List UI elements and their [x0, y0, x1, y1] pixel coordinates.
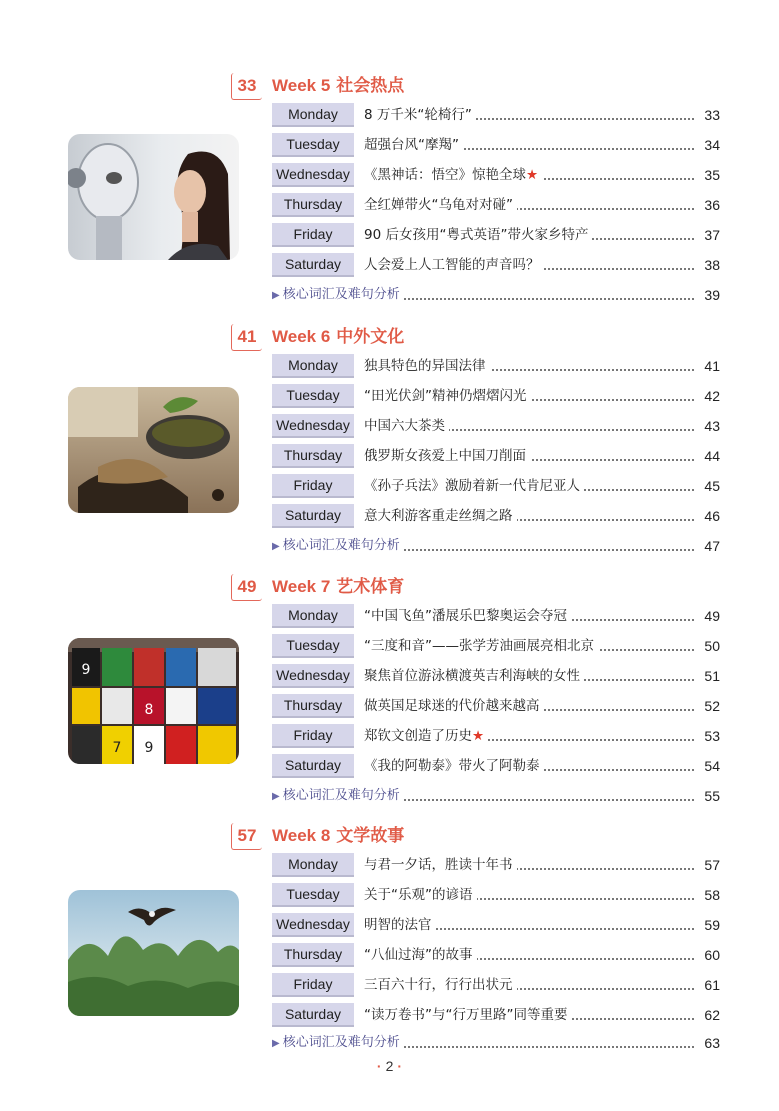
day-label: Friday: [272, 724, 354, 748]
page-number: 42: [704, 388, 720, 404]
article-title: 《孙子兵法》激励着新一代肯尼亚人: [364, 474, 584, 498]
day-label: Tuesday: [272, 883, 354, 907]
analysis-row[interactable]: [272, 1031, 720, 1055]
tea-leaves-photo: [68, 387, 239, 513]
week-start-page-badge: 49: [231, 574, 262, 601]
day-label: Wednesday: [272, 414, 354, 438]
week-heading: [272, 823, 404, 849]
day-row[interactable]: [272, 384, 720, 408]
article-title: “中国飞鱼”潘展乐巴黎奥运会夺冠: [364, 604, 571, 628]
article-title: “八仙过海”的故事: [364, 943, 477, 967]
day-label: Tuesday: [272, 384, 354, 408]
week-heading: [272, 324, 404, 350]
day-row[interactable]: [272, 133, 720, 157]
day-label: Tuesday: [272, 634, 354, 658]
dot-icon: ·: [376, 1058, 382, 1074]
week-section: [0, 823, 779, 1063]
page-number: 60: [704, 947, 720, 963]
article-title: 三百六十行，行行出状元: [364, 973, 517, 997]
page-number: 61: [704, 977, 720, 993]
page-number: 36: [704, 197, 720, 213]
svg-text:9: 9: [144, 740, 154, 756]
week-heading: [272, 73, 404, 99]
page-number: 47: [704, 538, 720, 554]
day-label: Wednesday: [272, 664, 354, 688]
day-row[interactable]: [272, 414, 720, 438]
page-number: 53: [704, 728, 720, 744]
article-title: 郑钦文创造了历史★: [364, 724, 488, 748]
day-label: Thursday: [272, 694, 354, 718]
day-label: Wednesday: [272, 913, 354, 937]
day-row[interactable]: [272, 883, 720, 907]
page-number: 39: [704, 287, 720, 303]
day-label: Saturday: [272, 754, 354, 778]
page-number: 43: [704, 418, 720, 434]
page-number: 41: [704, 358, 720, 374]
article-title: “三度和音”——张学芳油画展亮相北京: [364, 634, 598, 658]
page-number: 49: [704, 608, 720, 624]
article-title: 与君一夕话，胜读十年书: [364, 853, 517, 877]
eagle-over-mountains-photo: [68, 890, 239, 1016]
day-row[interactable]: [272, 1003, 720, 1027]
day-row[interactable]: [272, 103, 720, 127]
week-section: [0, 324, 779, 564]
day-row[interactable]: [272, 504, 720, 528]
day-label: Monday: [272, 604, 354, 628]
day-label: Friday: [272, 973, 354, 997]
day-row[interactable]: [272, 634, 720, 658]
analysis-row[interactable]: [272, 283, 720, 307]
article-title: 关于“乐观”的谚语: [364, 883, 477, 907]
article-title: 《黑神话：悟空》惊艳全球★: [364, 163, 542, 187]
page-number: 35: [704, 167, 720, 183]
page-footer: [0, 1058, 779, 1074]
article-title: 8 万千米“轮椅行”: [364, 103, 476, 127]
day-row[interactable]: [272, 163, 720, 187]
article-title: 《我的阿勒泰》带火了阿勒泰: [364, 754, 544, 778]
page-number: 50: [704, 638, 720, 654]
day-row[interactable]: [272, 223, 720, 247]
article-title: 独具特色的异国法律: [364, 354, 490, 378]
footer-page-number: 2: [385, 1058, 394, 1074]
robot-and-woman-photo: [68, 134, 239, 260]
day-row[interactable]: [272, 193, 720, 217]
svg-text:7: 7: [112, 740, 122, 756]
day-label: Monday: [272, 354, 354, 378]
svg-text:8: 8: [144, 702, 154, 718]
triangle-icon: ▶: [272, 1038, 280, 1049]
article-title: 超强台风“摩羯”: [364, 133, 463, 157]
article-title: 做英国足球迷的代价越来越高: [364, 694, 544, 718]
day-row[interactable]: [272, 604, 720, 628]
day-row[interactable]: [272, 444, 720, 468]
day-row[interactable]: [272, 664, 720, 688]
page-number: 62: [704, 1007, 720, 1023]
article-title: 中国六大茶类: [364, 414, 449, 438]
dot-icon: ·: [397, 1058, 403, 1074]
week-start-page-badge: 41: [231, 324, 262, 351]
day-label: Tuesday: [272, 133, 354, 157]
page-number: 38: [704, 257, 720, 273]
day-row[interactable]: [272, 354, 720, 378]
page-number: 45: [704, 478, 720, 494]
article-title: 全红婵带火“乌龟对对碰”: [364, 193, 517, 217]
day-row[interactable]: [272, 474, 720, 498]
week-label: Week 8: [272, 826, 331, 845]
day-row[interactable]: [272, 694, 720, 718]
day-label: Friday: [272, 223, 354, 247]
day-label: Monday: [272, 103, 354, 127]
article-title: 俄罗斯女孩爱上中国刀削面: [364, 444, 530, 468]
day-row[interactable]: [272, 973, 720, 997]
week-topic: 中外文化: [336, 327, 405, 346]
page-number: 59: [704, 917, 720, 933]
day-label: Saturday: [272, 504, 354, 528]
day-label: Thursday: [272, 943, 354, 967]
page-number: 44: [704, 448, 720, 464]
page-number: 54: [704, 758, 720, 774]
day-label: Monday: [272, 853, 354, 877]
page-number: 46: [704, 508, 720, 524]
article-title: “读万卷书”与“行万里路”同等重要: [364, 1003, 571, 1027]
day-label: Saturday: [272, 1003, 354, 1027]
page-number: 57: [704, 857, 720, 873]
day-label: Saturday: [272, 253, 354, 277]
article-title: 人会爱上人工智能的声音吗？: [364, 253, 544, 277]
page-number: 55: [704, 788, 720, 804]
page-number: 63: [704, 1035, 720, 1051]
day-row[interactable]: [272, 754, 720, 778]
article-title: “田光伏剑”精神仍熠熠闪光: [364, 384, 531, 408]
week-start-page-badge: 57: [231, 823, 262, 850]
analysis-label: ▶ 核心词汇及难句分析: [272, 1031, 404, 1055]
week-section: [0, 73, 779, 313]
day-label: Thursday: [272, 444, 354, 468]
week-label: Week 7: [272, 577, 331, 596]
page-number: 33: [704, 107, 720, 123]
page-number: 37: [704, 227, 720, 243]
day-row[interactable]: [272, 943, 720, 967]
week-start-page-badge: 33: [231, 73, 262, 100]
day-row[interactable]: [272, 853, 720, 877]
page-number: 34: [704, 137, 720, 153]
week-label: Week 5: [272, 76, 331, 95]
triangle-icon: ▶: [272, 791, 280, 802]
week-topic: 艺术体育: [336, 577, 405, 596]
article-title: 90 后女孩用“粤式英语”带火家乡特产: [364, 223, 592, 247]
analysis-label: ▶ 核心词汇及难句分析: [272, 283, 404, 307]
page-number: 51: [704, 668, 720, 684]
day-row[interactable]: [272, 913, 720, 937]
article-title: 明智的法官: [364, 913, 436, 937]
day-row[interactable]: [272, 253, 720, 277]
week-label: Week 6: [272, 327, 331, 346]
week-topic: 社会热点: [336, 76, 405, 95]
day-row[interactable]: [272, 724, 720, 748]
week-topic: 文学故事: [336, 826, 405, 845]
day-label: Wednesday: [272, 163, 354, 187]
analysis-label: ▶ 核心词汇及难句分析: [272, 784, 404, 808]
star-icon: ★: [526, 167, 539, 183]
day-label: Friday: [272, 474, 354, 498]
week-section: [0, 574, 779, 814]
star-icon: ★: [472, 728, 485, 744]
svg-text:9: 9: [81, 662, 91, 678]
triangle-icon: ▶: [272, 290, 280, 301]
page-number: 58: [704, 887, 720, 903]
football-jerseys-photo: [68, 638, 239, 764]
analysis-row[interactable]: [272, 784, 720, 808]
week-heading: [272, 574, 404, 600]
analysis-label: ▶ 核心词汇及难句分析: [272, 534, 404, 558]
analysis-row[interactable]: [272, 534, 720, 558]
day-label: Thursday: [272, 193, 354, 217]
triangle-icon: ▶: [272, 541, 280, 552]
page-number: 52: [704, 698, 720, 714]
article-title: 意大利游客重走丝绸之路: [364, 504, 517, 528]
article-title: 聚焦首位游泳横渡英吉利海峡的女性: [364, 664, 584, 688]
